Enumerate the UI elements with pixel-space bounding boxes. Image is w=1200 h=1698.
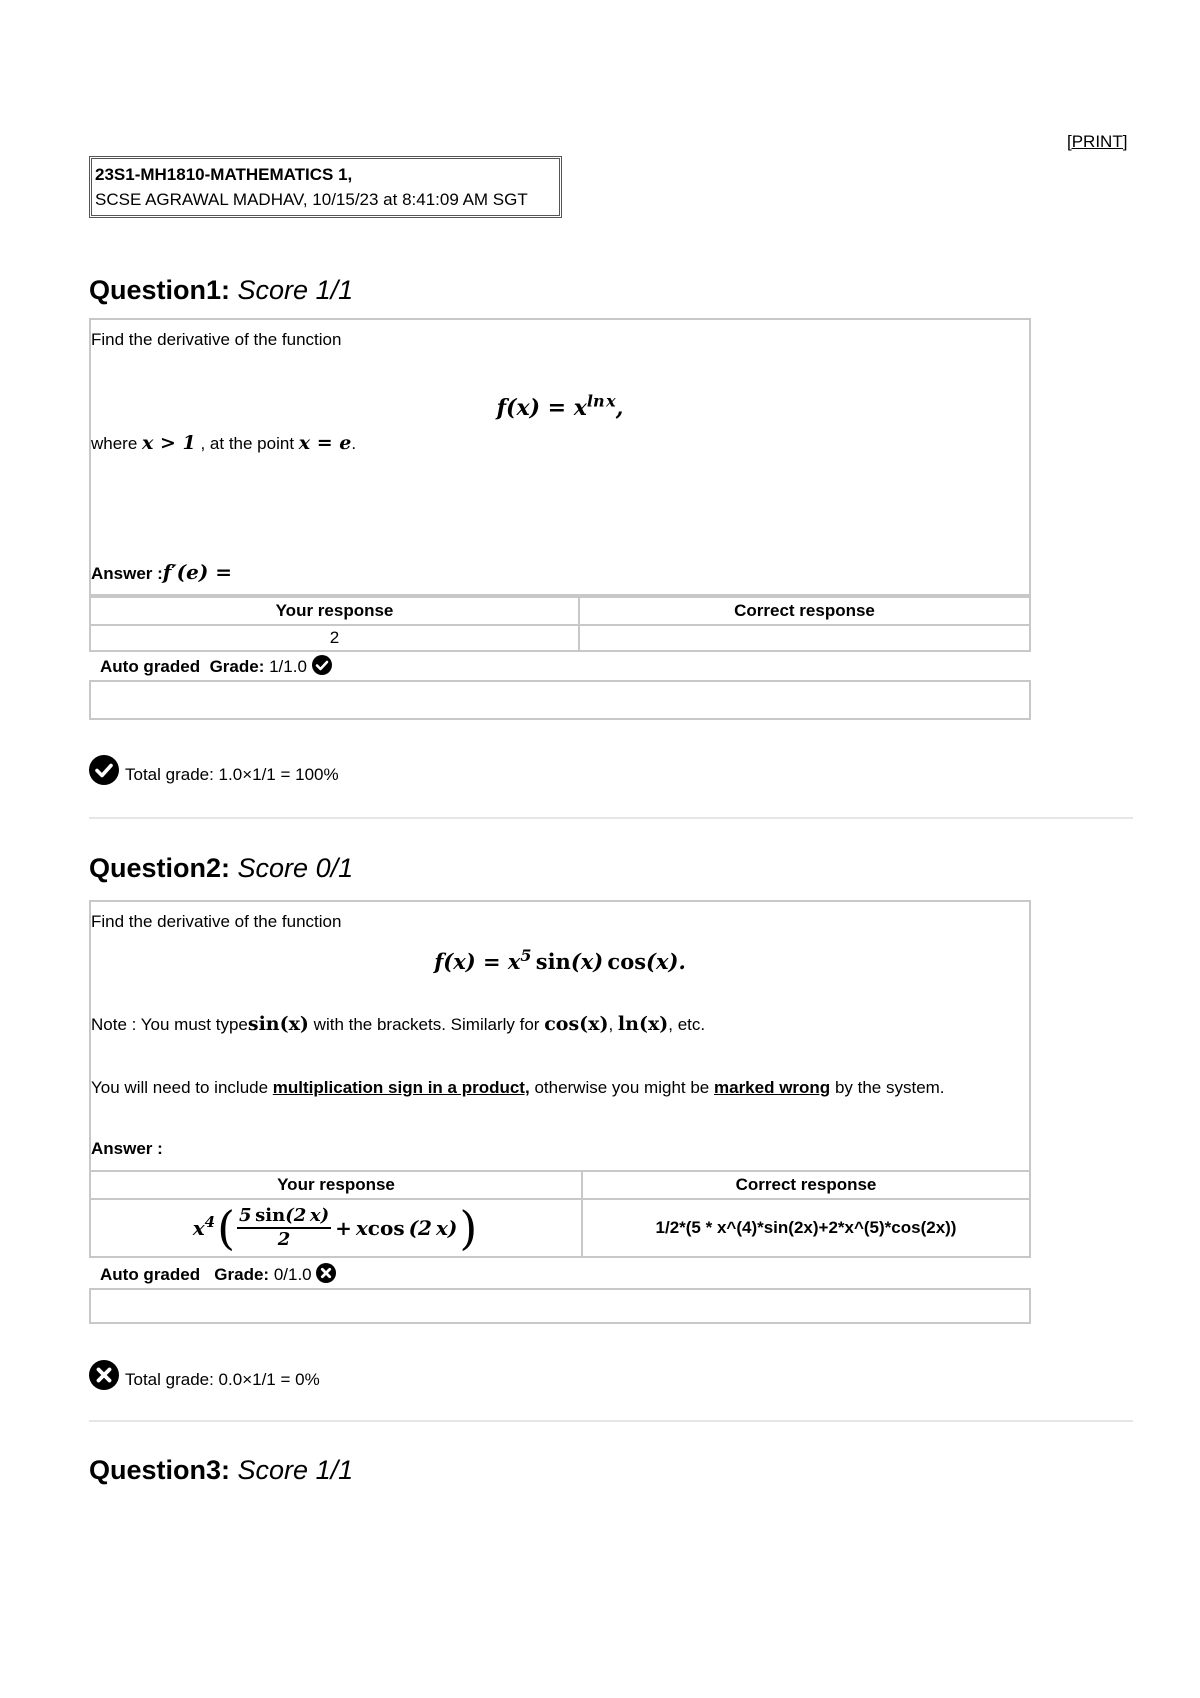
question-intro: Find the derivative of the function — [91, 912, 342, 931]
question-2-title — [89, 852, 353, 884]
auto-graded-label: Auto graded — [100, 657, 201, 676]
auto-graded-label: Auto graded — [100, 1265, 201, 1284]
total-grade-text: Total grade: 1.0×1/1 = 100% — [125, 765, 339, 784]
grade-value: 0/1.0 — [273, 1265, 312, 1284]
question-formula: $f(x) = x^5$ sin(x) cos(x). — [434, 946, 686, 974]
note-line: Note : You must typesin(x) with the brackets. Similarly for cos(x), ln(x), etc. — [91, 1013, 706, 1035]
your-response-value — [90, 1199, 582, 1257]
x-circle-icon — [316, 1263, 336, 1289]
answer-prompt: Answer : — [91, 1139, 163, 1158]
emphasis-multiplication: multiplication sign in a product, — [272, 1078, 530, 1097]
question-label: Question2: — [89, 853, 231, 883]
x-circle-icon — [89, 1360, 119, 1400]
your-response-value: 2 — [90, 625, 579, 651]
divider — [89, 1420, 1133, 1422]
emphasis-marked-wrong: marked wrong — [714, 1078, 831, 1097]
question-score: Score 1/1 — [237, 275, 354, 305]
question-1-body — [89, 318, 1031, 596]
question-label: Question1: — [89, 275, 231, 305]
response-table — [89, 1170, 1031, 1258]
your-response-formula: x $^4$ ( 5 sin(2 x) 2 + x cos (2 x) ) — [192, 1201, 478, 1255]
total-grade — [89, 1360, 320, 1400]
question-1-title — [89, 274, 353, 306]
question-2-body — [89, 900, 1031, 1172]
correct-response-header: Correct response — [579, 597, 1030, 625]
print-link[interactable]: [PRINT] — [1067, 132, 1128, 151]
your-response-header: Your response — [90, 597, 579, 625]
feedback-box — [89, 680, 1031, 720]
divider — [89, 817, 1133, 819]
grade-line — [100, 1263, 336, 1289]
question-condition: where x > 1 , at the point x = e. — [91, 432, 357, 454]
grade-label: Grade: — [214, 1265, 270, 1284]
question-score: Score 0/1 — [237, 853, 354, 883]
question-label: Question3: — [89, 1455, 231, 1485]
check-circle-icon — [312, 655, 332, 681]
course-title: 23S1-MH1810-MATHEMATICS 1, — [95, 165, 353, 184]
multiplication-note: You will need to include multiplication sign in a product, otherwise you might be marked wrong by the system. — [91, 1078, 945, 1097]
correct-response-header: Correct response — [582, 1171, 1030, 1199]
feedback-box — [89, 1288, 1031, 1324]
response-table — [89, 596, 1031, 652]
correct-response-value — [579, 625, 1030, 651]
question-3-title — [89, 1454, 353, 1486]
your-response-header: Your response — [90, 1171, 582, 1199]
correct-response-value: 1/2*(5 * x^(4)*sin(2x)+2*x^(5)*cos(2x)) — [582, 1199, 1030, 1257]
question-intro: Find the derivative of the function — [91, 330, 342, 349]
total-grade-text: Total grade: 0.0×1/1 = 0% — [125, 1370, 320, 1389]
total-grade — [89, 755, 339, 795]
assessment-header — [89, 156, 562, 218]
question-score: Score 1/1 — [237, 1455, 354, 1485]
grade-value: 1/1.0 — [269, 657, 307, 676]
grade-line — [100, 655, 332, 681]
grade-label: Grade: — [209, 657, 265, 676]
question-formula: $f(x) = x^{ln x}$, — [496, 392, 624, 422]
check-circle-icon — [89, 755, 119, 795]
answer-prompt: Answer :f′(e) = — [91, 560, 233, 584]
student-info: SCSE AGRAWAL MADHAV, 10/15/23 at 8:41:09 AM SGT — [95, 190, 528, 209]
